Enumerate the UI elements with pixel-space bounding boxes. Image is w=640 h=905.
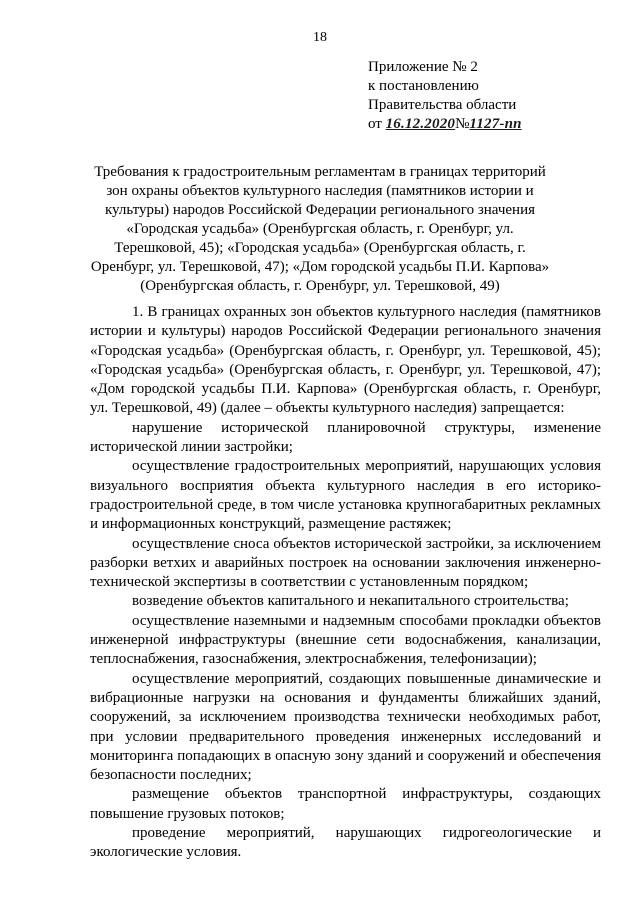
appendix-title: Приложение № 2: [368, 59, 478, 75]
paragraph-item: нарушение исторической планировочной структуры, изменение исторической линии застройки;: [90, 419, 601, 456]
paragraph-intro: 1. В границах охранных зон объектов культурного наследия (памятников истории и культуры) народов Российской Федерации регионального значения «Городская усадьба» (Оренбургская область, г. Оренбург, ул. Терешковой, 45); «Городская усадьба» (Оренбургская область, г. Оренбург, ул. Терешковой, 47); «Дом городской усадьбы П.И. Карпова» (Оренбургская область, г. Оренбург, ул. Терешковой, 49) (далее – объекты культурного наследия) запрещается:: [90, 304, 601, 417]
appendix-date-number-line: [368, 115, 522, 134]
from-label: от: [368, 116, 382, 132]
appendix-line-resolution: к постановлению: [368, 78, 479, 94]
paragraph-item: осуществление наземными и надземным способами прокладки объектов инженерной инфраструктуры (внешние сети водоснабжения, канализации, теплоснабжения, газоснабжения, электроснабжения, телефонизации);: [90, 612, 601, 668]
handwritten-number: 1127-пп: [469, 116, 522, 132]
handwritten-date: 16.12.2020: [385, 116, 456, 132]
number-sign: №: [455, 116, 470, 132]
paragraph-item: возведение объектов капитального и некапитального строительства;: [132, 593, 569, 610]
page-number: 18: [313, 30, 327, 45]
appendix-line-government: Правительства области: [368, 97, 517, 113]
document-body: [90, 303, 601, 863]
paragraph-item: осуществление мероприятий, создающих повышенные динамические и вибрационные нагрузки на основания и фундаменты ближайших зданий, сооружений, за исключением производства технически необходимых работ, при условии предварительного проведения инженерных исследований и мониторинга попадающих в опасную зону зданий и сооружений и обеспечения безопасности последних;: [90, 670, 601, 784]
paragraph-item: размещение объектов транспортной инфраструктуры, создающих повышение грузовых потоков;: [90, 786, 601, 822]
paragraph-item: проведение мероприятий, нарушающих гидрогеологические и экологические условия.: [90, 825, 601, 861]
paragraph-item: осуществление градостроительных мероприятий, нарушающих условия визуального восприятия объекта культурного наследия в его историко-градостроительной среде, в том числе установка крупногабаритных рекламных и информационных конструкций, размещение растяжек;: [90, 458, 601, 533]
document-title: Требования к градостроительным регламентам в границах территорий зон охраны объектов культурного наследия (памятников истории и культуры) народов Российской Федерации регионального значения «Городская усадьба» (Оренбургская область, г. Оренбург, ул. Терешковой, 45); «Городская усадьба» (Оренбургская область, г. Оренбург, ул. Терешковой, 47); «Дом городской усадьбы П.И. Карпова» (Оренбургская область, г. Оренбург, ул. Терешковой, 49): [90, 164, 550, 294]
paragraph-item: осуществление сноса объектов исторической застройки, за исключением разборки ветхих и аварийных построек на основании заключения инженерно-технической экспертизы в соответствии с установленным порядком;: [90, 535, 601, 591]
appendix-header: [368, 58, 522, 134]
